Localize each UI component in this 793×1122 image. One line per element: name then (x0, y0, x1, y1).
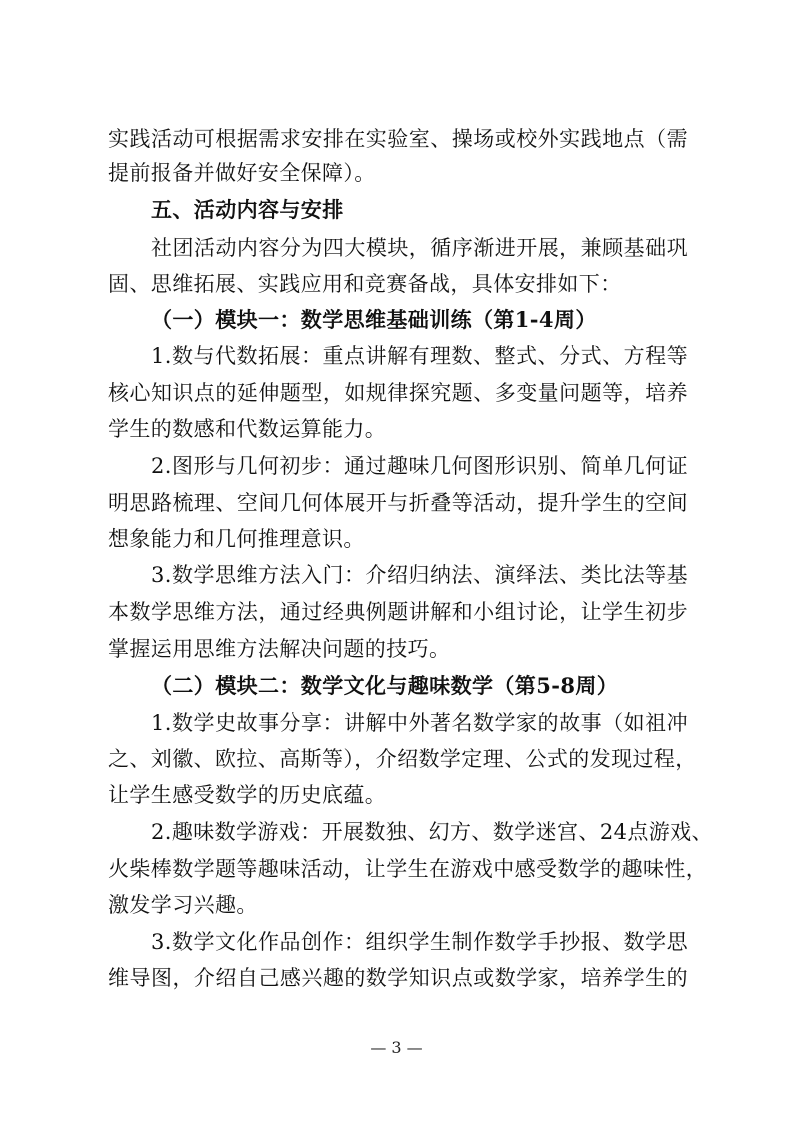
paragraph-line: 2.趣味数学游戏：开展数独、幻方、数学迷宫、24点游戏、 (151, 820, 713, 844)
paragraph-line: 让学生感受数学的历史底蕴。 (108, 783, 387, 807)
paragraph-line: 实践活动可根据需求安排在实验室、操场或校外实践地点（需 (108, 127, 688, 151)
section-heading: 五、活动内容与安排 (151, 197, 344, 222)
paragraph-line: 激发学习兴趣。 (108, 893, 258, 917)
paragraph-line: 3.数学文化作品创作：组织学生制作数学手抄报、数学思 (151, 930, 688, 954)
paragraph-line: 固、思维拓展、实践应用和竞赛备战，具体安排如下： (108, 272, 622, 296)
paragraph-line: 1.数学史故事分享：讲解中外著名数学家的故事（如祖冲 (151, 711, 688, 735)
paragraph-line: 学生的数感和代数运算能力。 (108, 417, 387, 441)
paragraph-line: 之、刘徽、欧拉、高斯等），介绍数学定理、公式的发现过程， (108, 747, 697, 771)
paragraph-line: 提前报备并做好安全保障）。 (108, 161, 376, 185)
paragraph-line: 掌握运用思维方法解决问题的技巧。 (108, 637, 451, 661)
page-number: — 3 — (370, 1038, 423, 1057)
paragraph-line: 维导图，介绍自己感兴趣的数学知识点或数学家，培养学生的 (108, 966, 688, 990)
paragraph-line: 本数学思维方法，通过经典例题讲解和小组讨论，让学生初步 (108, 600, 688, 624)
paragraph-line: 火柴棒数学题等趣味活动，让学生在游戏中感受数学的趣味性， (108, 857, 708, 881)
paragraph-line: 社团活动内容分为四大模块，循序渐进开展，兼顾基础巩 (151, 236, 688, 260)
paragraph-line: 3.数学思维方法入门：介绍归纳法、演绎法、类比法等基 (151, 563, 688, 587)
paragraph-line: 核心知识点的延伸题型，如规律探究题、多变量问题等，培养 (108, 381, 688, 405)
paragraph-line: 1.数与代数拓展：重点讲解有理数、整式、分式、方程等 (151, 344, 688, 368)
paragraph-line: 2.图形与几何初步：通过趣味几何图形识别、简单几何证 (151, 454, 688, 478)
subsection-heading: （二）模块二：数学文化与趣味数学（第5-8周） (151, 673, 619, 698)
paragraph-line: 明思路梳理、空间几何体展开与折叠等活动，提升学生的空间 (108, 491, 688, 515)
subsection-heading: （一）模块一：数学思维基础训练（第1-4周） (151, 307, 597, 332)
paragraph-line: 想象能力和几何推理意识。 (108, 527, 365, 551)
